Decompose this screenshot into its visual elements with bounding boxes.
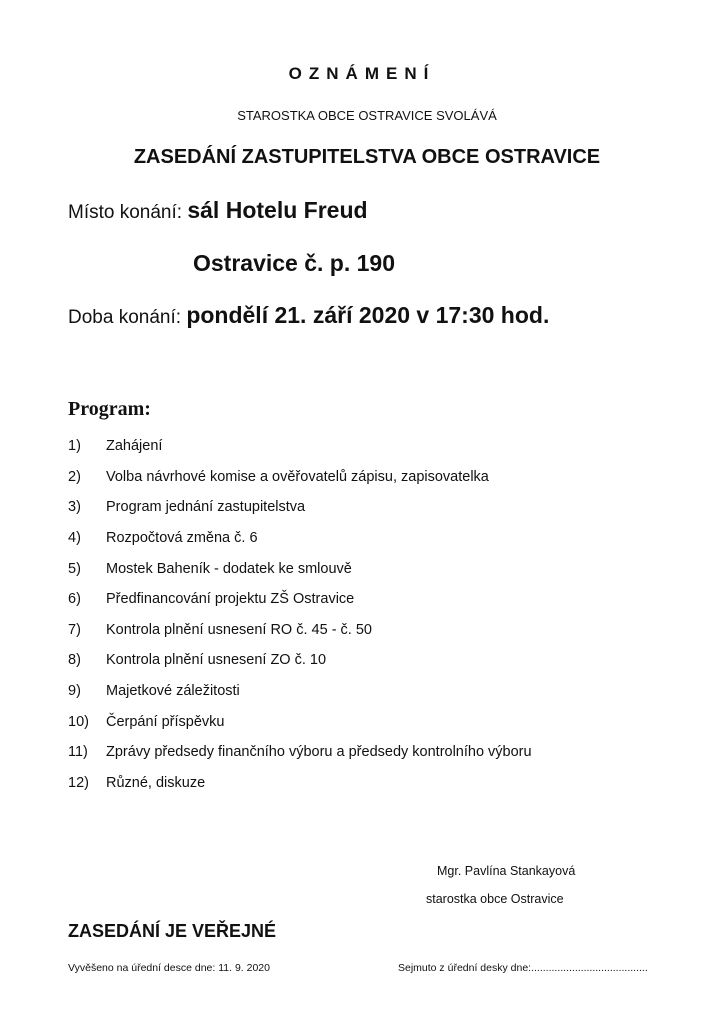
- program-item-number: 6): [68, 591, 81, 608]
- program-item-text: Rozpočtová změna č. 6: [106, 530, 258, 547]
- program-list: [68, 431, 532, 798]
- time-value: pondělí 21. září 2020 v 17:30 hod.: [186, 302, 550, 328]
- program-item: [68, 523, 532, 554]
- signature-name: Mgr. Pavlína Stankayová: [437, 864, 576, 878]
- program-item-number: 11): [68, 744, 88, 761]
- program-item-text: Zahájení: [106, 438, 163, 455]
- document-subtitle: STAROSTKA OBCE OSTRAVICE SVOLÁVÁ: [237, 108, 497, 123]
- posted-date: Vyvěšeno na úřední desce dne: 11. 9. 2020: [68, 962, 270, 974]
- program-item: [68, 584, 532, 615]
- meeting-place: [68, 197, 368, 224]
- program-item-text: Volba návrhové komise a ověřovatelů zápisu, zapisovatelka: [106, 468, 489, 485]
- program-item-text: Různé, diskuze: [106, 774, 206, 791]
- removed-date: Sejmuto z úřední desky dne:........................................: [398, 962, 648, 974]
- program-item-number: 12): [68, 774, 89, 791]
- program-item-text: Majetkové záležitosti: [106, 683, 240, 700]
- program-item-number: 2): [68, 468, 81, 485]
- program-item: [68, 615, 532, 646]
- program-item-number: 1): [68, 438, 81, 455]
- program-item-number: 3): [68, 499, 81, 516]
- program-item-text: Kontrola plnění usnesení ZO č. 10: [106, 652, 327, 669]
- program-item-text: Program jednání zastupitelstva: [106, 499, 306, 516]
- program-item-text: Zprávy předsedy finančního výboru a předsedy kontrolního výboru: [106, 744, 532, 761]
- program-item: [68, 492, 532, 523]
- program-item-text: Předfinancování projektu ZŠ Ostravice: [106, 591, 355, 608]
- program-item: [68, 737, 532, 768]
- program-item-number: 9): [68, 683, 81, 700]
- program-item: [68, 768, 532, 799]
- meeting-address: Ostravice č. p. 190: [193, 250, 396, 276]
- program-item-number: 7): [68, 621, 81, 638]
- program-item: [68, 462, 532, 493]
- program-item-number: 10): [68, 713, 89, 730]
- program-item-number: 4): [68, 530, 81, 547]
- meeting-heading: ZASEDÁNÍ ZASTUPITELSTVA OBCE OSTRAVICE: [133, 146, 601, 168]
- program-item-text: Čerpání příspěvku: [106, 713, 225, 730]
- public-notice: ZASEDÁNÍ JE VEŘEJNÉ: [68, 921, 277, 941]
- program-item: [68, 645, 532, 676]
- signature-role: starostka obce Ostravice: [426, 892, 564, 906]
- place-label: Místo konání:: [68, 202, 183, 223]
- program-item-number: 5): [68, 560, 81, 577]
- program-item: [68, 553, 532, 584]
- program-item: [68, 706, 532, 737]
- meeting-time: [68, 302, 549, 329]
- program-item-text: Kontrola plnění usnesení RO č. 45 - č. 50: [106, 621, 372, 638]
- program-item-number: 8): [68, 652, 81, 669]
- program-item: [68, 676, 532, 707]
- place-value: sál Hotelu Freud: [187, 197, 368, 223]
- program-item-text: Mostek Baheník - dodatek ke smlouvě: [106, 560, 352, 577]
- time-label: Doba konání:: [68, 307, 182, 328]
- program-item: [68, 431, 532, 462]
- document-title: OZNÁMENÍ: [288, 64, 436, 83]
- program-heading: Program:: [68, 398, 151, 420]
